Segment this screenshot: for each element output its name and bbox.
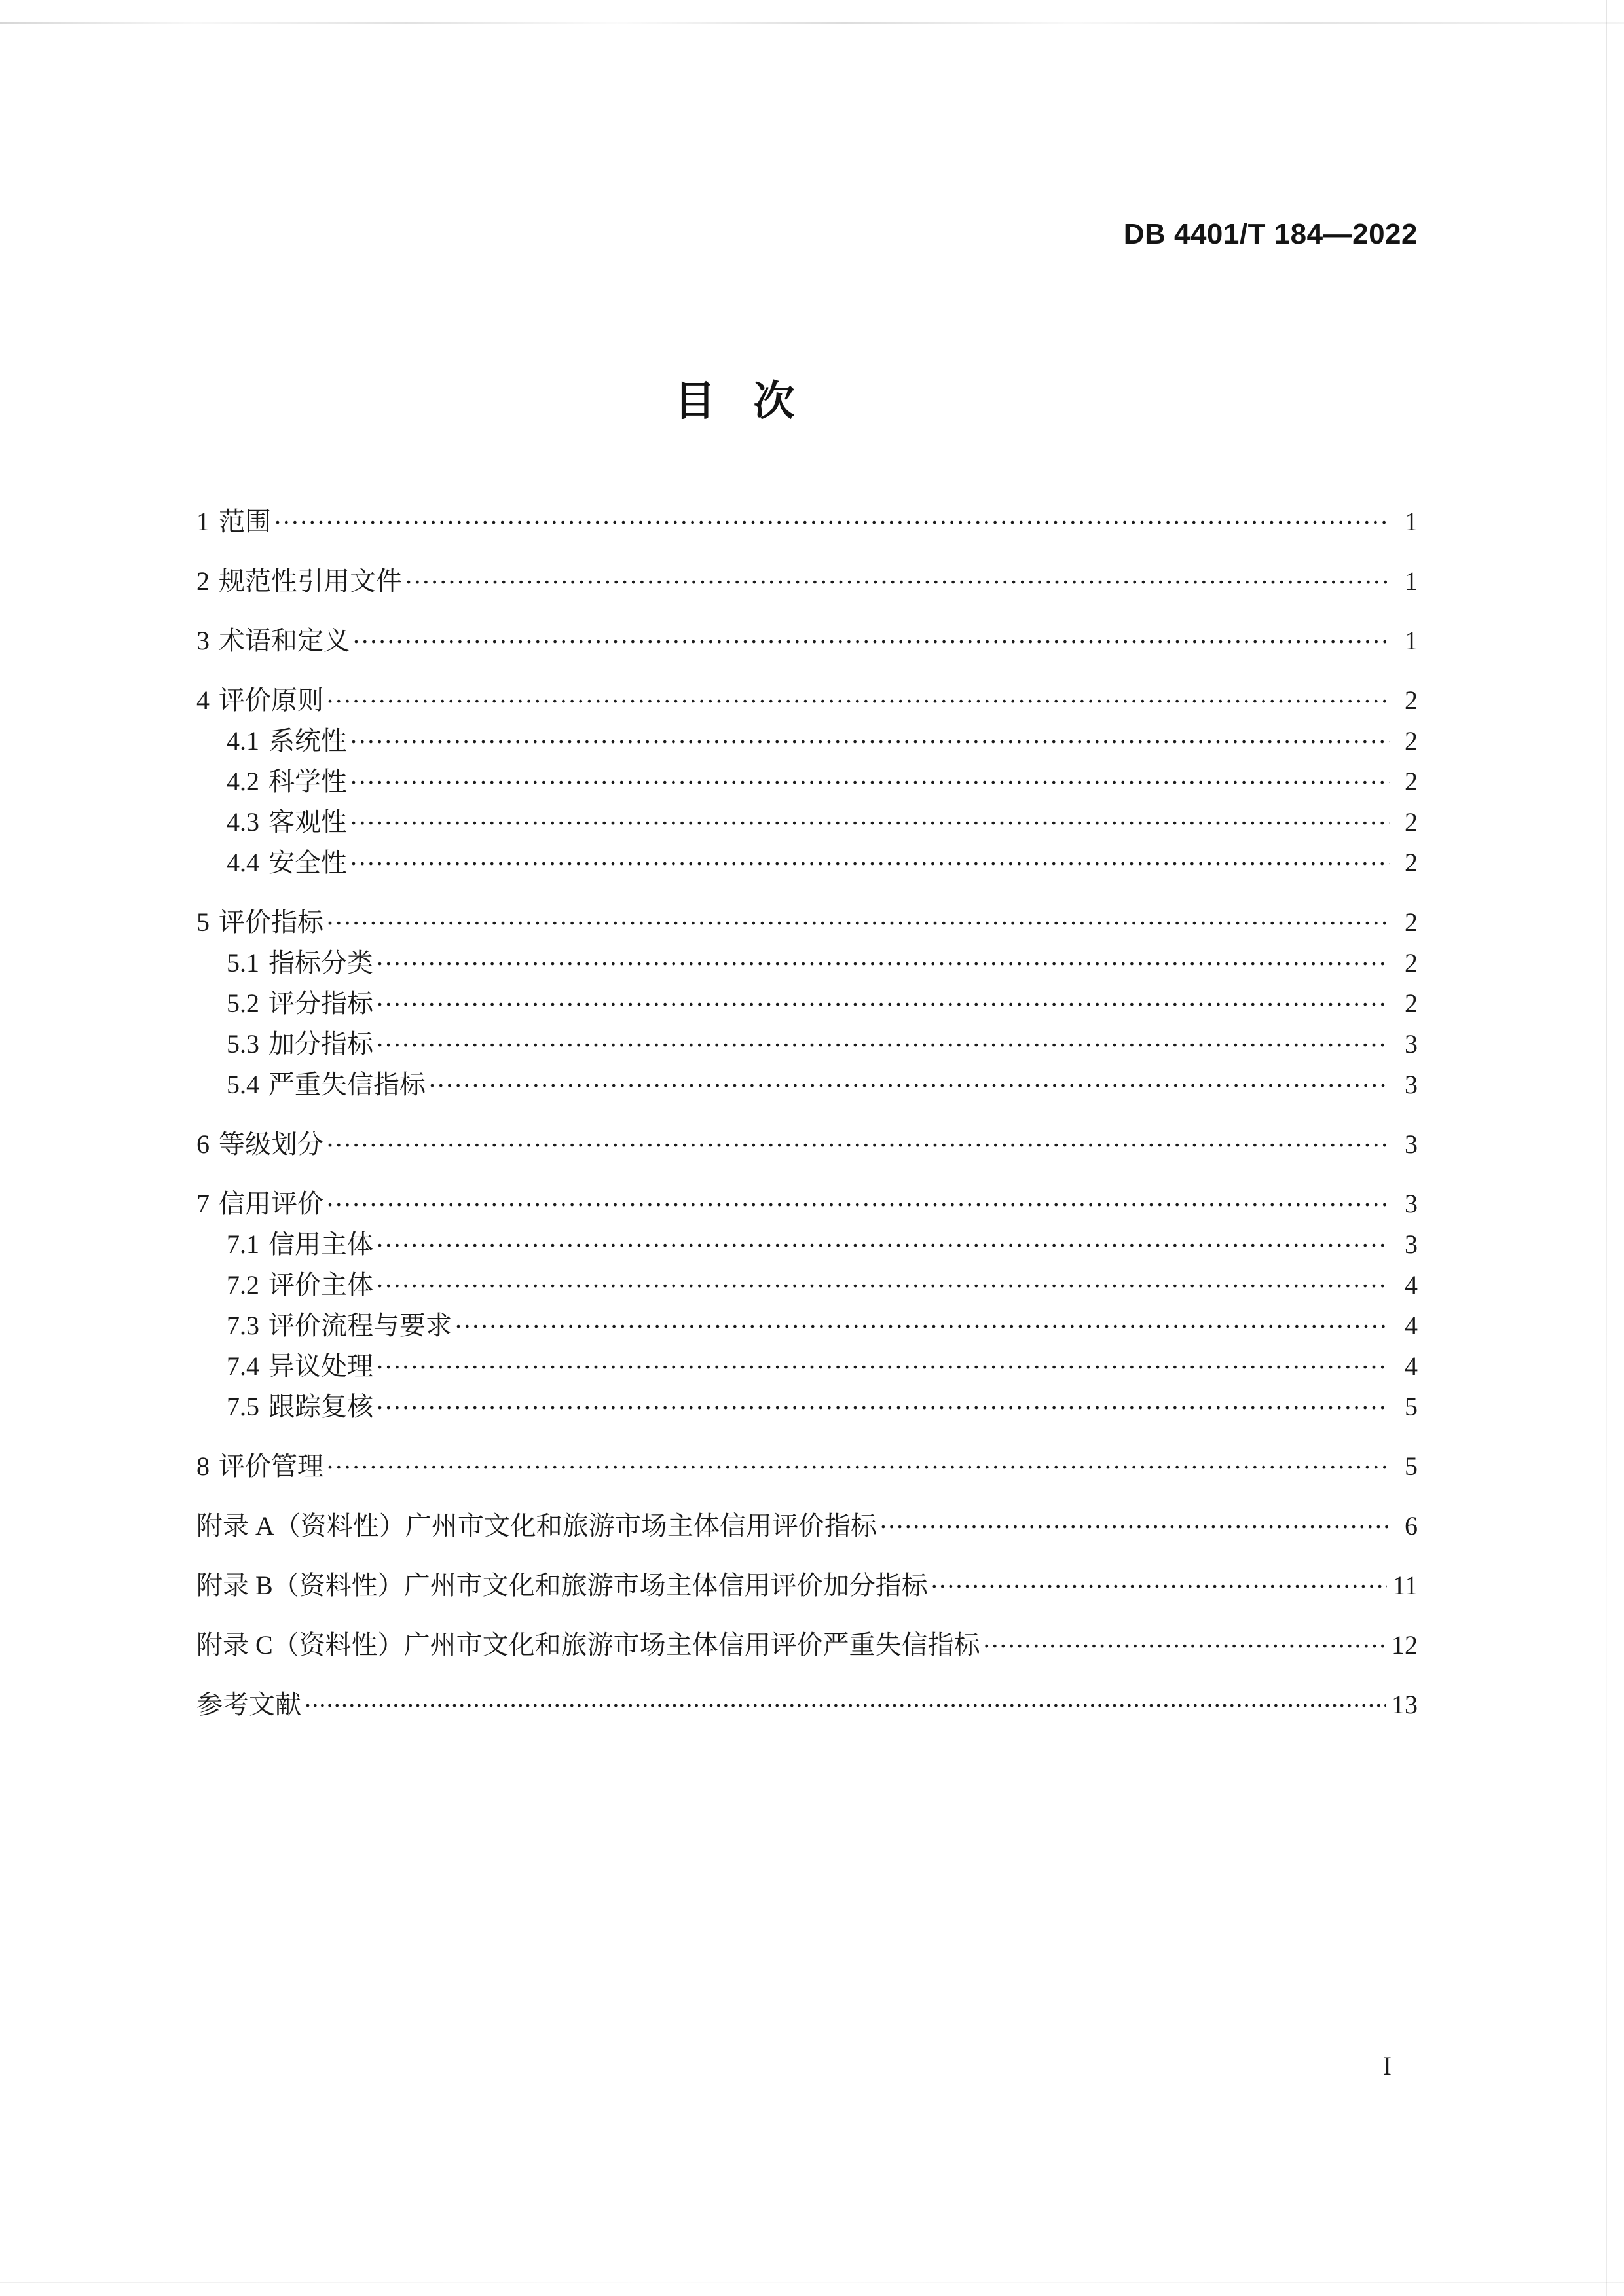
toc-page-number: 1 <box>1405 507 1418 536</box>
toc-leader-dots <box>377 1227 1390 1253</box>
toc-entry-8[interactable] <box>196 1449 1418 1480</box>
toc-entry-label: 4.3 客观性 <box>227 807 347 837</box>
toc-page-number: 1 <box>1405 566 1418 596</box>
toc-page-number: 2 <box>1405 907 1418 937</box>
toc-entry-appendix-a[interactable] <box>196 1508 1418 1539</box>
toc-entry-1[interactable] <box>196 504 1418 535</box>
toc-page-number: 2 <box>1405 807 1418 837</box>
toc-page-number: 4 <box>1405 1270 1418 1300</box>
toc-entry-label: 附录 A（资料性）广州市文化和旅游市场主体信用评价指标 <box>196 1511 877 1540</box>
toc-leader-dots <box>377 1027 1390 1053</box>
toc-entry-label: 4.1 系统性 <box>227 726 347 756</box>
toc-leader-dots <box>931 1568 1388 1594</box>
toc-page-number: 2 <box>1405 685 1418 715</box>
toc-leader-dots <box>377 945 1390 972</box>
toc-leader-dots <box>327 1186 1390 1212</box>
toc-entry-5-3[interactable] <box>196 1027 1418 1057</box>
toc-leader-dots <box>984 1628 1386 1654</box>
page-folio: I <box>1382 2051 1392 2081</box>
toc-entry-label: 4 评价原则 <box>196 685 323 715</box>
toc-entry-label: 5.1 指标分类 <box>227 948 373 977</box>
table-of-contents <box>196 504 1418 1718</box>
toc-entry-6[interactable] <box>196 1127 1418 1157</box>
toc-leader-dots <box>350 845 1390 871</box>
toc-entry-7-4[interactable] <box>196 1349 1418 1379</box>
toc-leader-dots <box>377 1349 1390 1375</box>
toc-entry-3[interactable] <box>196 623 1418 654</box>
toc-entry-5[interactable] <box>196 905 1418 936</box>
toc-entry-label: 附录 C（资料性）广州市文化和旅游市场主体信用评价严重失信指标 <box>196 1630 980 1660</box>
toc-page-number: 4 <box>1405 1311 1418 1340</box>
toc-entry-label: 附录 B（资料性）广州市文化和旅游市场主体信用评价加分指标 <box>196 1571 928 1600</box>
toc-page-number: 2 <box>1405 948 1418 977</box>
toc-leader-dots <box>327 683 1390 709</box>
toc-entry-5-1[interactable] <box>196 945 1418 976</box>
toc-leader-dots <box>350 723 1390 750</box>
toc-page-number: 3 <box>1405 1129 1418 1159</box>
scan-edge-right <box>1606 0 1607 2296</box>
toc-entry-7-2[interactable] <box>196 1267 1418 1298</box>
toc-page-number: 13 <box>1392 1690 1418 1719</box>
toc-entry-4-2[interactable] <box>196 764 1418 795</box>
toc-leader-dots <box>350 764 1390 790</box>
toc-leader-dots <box>353 623 1390 649</box>
toc-page-number: 1 <box>1405 626 1418 655</box>
toc-entry-label: 7 信用评价 <box>196 1189 323 1218</box>
toc-entry-2[interactable] <box>196 564 1418 594</box>
page-title <box>0 368 1470 428</box>
toc-page-number: 6 <box>1405 1511 1418 1540</box>
toc-page-number: 2 <box>1405 726 1418 756</box>
toc-entry-label: 3 术语和定义 <box>196 626 350 655</box>
standard-number-header: DB 4401/T 184—2022 <box>1123 218 1418 250</box>
toc-entry-7-1[interactable] <box>196 1227 1418 1258</box>
toc-entry-label: 7.2 评价主体 <box>227 1270 373 1300</box>
toc-leader-dots <box>405 564 1390 590</box>
toc-leader-dots <box>455 1308 1390 1334</box>
toc-page-number: 12 <box>1392 1630 1418 1660</box>
toc-entry-label: 2 规范性引用文件 <box>196 566 402 596</box>
toc-leader-dots <box>429 1067 1390 1093</box>
toc-entry-label: 参考文献 <box>196 1690 301 1719</box>
toc-entry-references[interactable] <box>196 1687 1418 1718</box>
toc-entry-5-4[interactable] <box>196 1067 1418 1098</box>
toc-page-number: 2 <box>1405 989 1418 1018</box>
toc-leader-dots <box>880 1508 1390 1535</box>
toc-page-number: 2 <box>1405 848 1418 877</box>
toc-entry-appendix-b[interactable] <box>196 1568 1418 1599</box>
toc-entry-4-1[interactable] <box>196 723 1418 754</box>
toc-page-number: 11 <box>1392 1571 1418 1600</box>
toc-entry-label: 4.4 安全性 <box>227 848 347 877</box>
toc-page-number: 2 <box>1405 767 1418 796</box>
toc-page-number: 5 <box>1405 1392 1418 1421</box>
toc-leader-dots <box>350 805 1390 831</box>
toc-entry-label: 7.1 信用主体 <box>227 1230 373 1259</box>
toc-page-number: 3 <box>1405 1189 1418 1218</box>
toc-entry-5-2[interactable] <box>196 986 1418 1017</box>
toc-page-number: 3 <box>1405 1070 1418 1099</box>
toc-entry-label: 4.2 科学性 <box>227 767 347 796</box>
toc-entry-7-5[interactable] <box>196 1389 1418 1420</box>
toc-leader-dots <box>304 1687 1386 1713</box>
toc-page-number: 5 <box>1405 1451 1418 1481</box>
toc-entry-4-4[interactable] <box>196 845 1418 876</box>
page-title-left: 目 <box>674 378 717 424</box>
toc-leader-dots <box>377 1389 1390 1415</box>
toc-entry-label: 8 评价管理 <box>196 1451 323 1481</box>
toc-entry-label: 1 范围 <box>196 507 271 536</box>
toc-leader-dots <box>327 1449 1390 1475</box>
toc-entry-label: 5.2 评分指标 <box>227 989 373 1018</box>
toc-entry-label: 7.3 评价流程与要求 <box>227 1311 452 1340</box>
toc-entry-appendix-c[interactable] <box>196 1628 1418 1658</box>
toc-page-number: 3 <box>1405 1230 1418 1259</box>
toc-leader-dots <box>377 1267 1390 1294</box>
toc-leader-dots <box>274 504 1390 530</box>
toc-entry-4-3[interactable] <box>196 805 1418 835</box>
toc-entry-label: 7.5 跟踪复核 <box>227 1392 373 1421</box>
toc-page-number: 3 <box>1405 1029 1418 1059</box>
scan-edge-bottom <box>0 2282 1624 2283</box>
toc-entry-7-3[interactable] <box>196 1308 1418 1339</box>
toc-leader-dots <box>377 986 1390 1012</box>
toc-entry-label: 5.4 严重失信指标 <box>227 1070 426 1099</box>
toc-entry-label: 7.4 异议处理 <box>227 1351 373 1381</box>
toc-entry-label: 5.3 加分指标 <box>227 1029 373 1059</box>
scan-edge-top <box>0 22 1624 24</box>
toc-leader-dots <box>327 1127 1390 1153</box>
toc-entry-label: 6 等级划分 <box>196 1129 323 1159</box>
toc-entry-7[interactable] <box>196 1186 1418 1217</box>
toc-entry-label: 5 评价指标 <box>196 907 323 937</box>
page-title-right: 次 <box>753 378 796 424</box>
toc-entry-4[interactable] <box>196 683 1418 714</box>
toc-leader-dots <box>327 905 1390 931</box>
toc-page-number: 4 <box>1405 1351 1418 1381</box>
